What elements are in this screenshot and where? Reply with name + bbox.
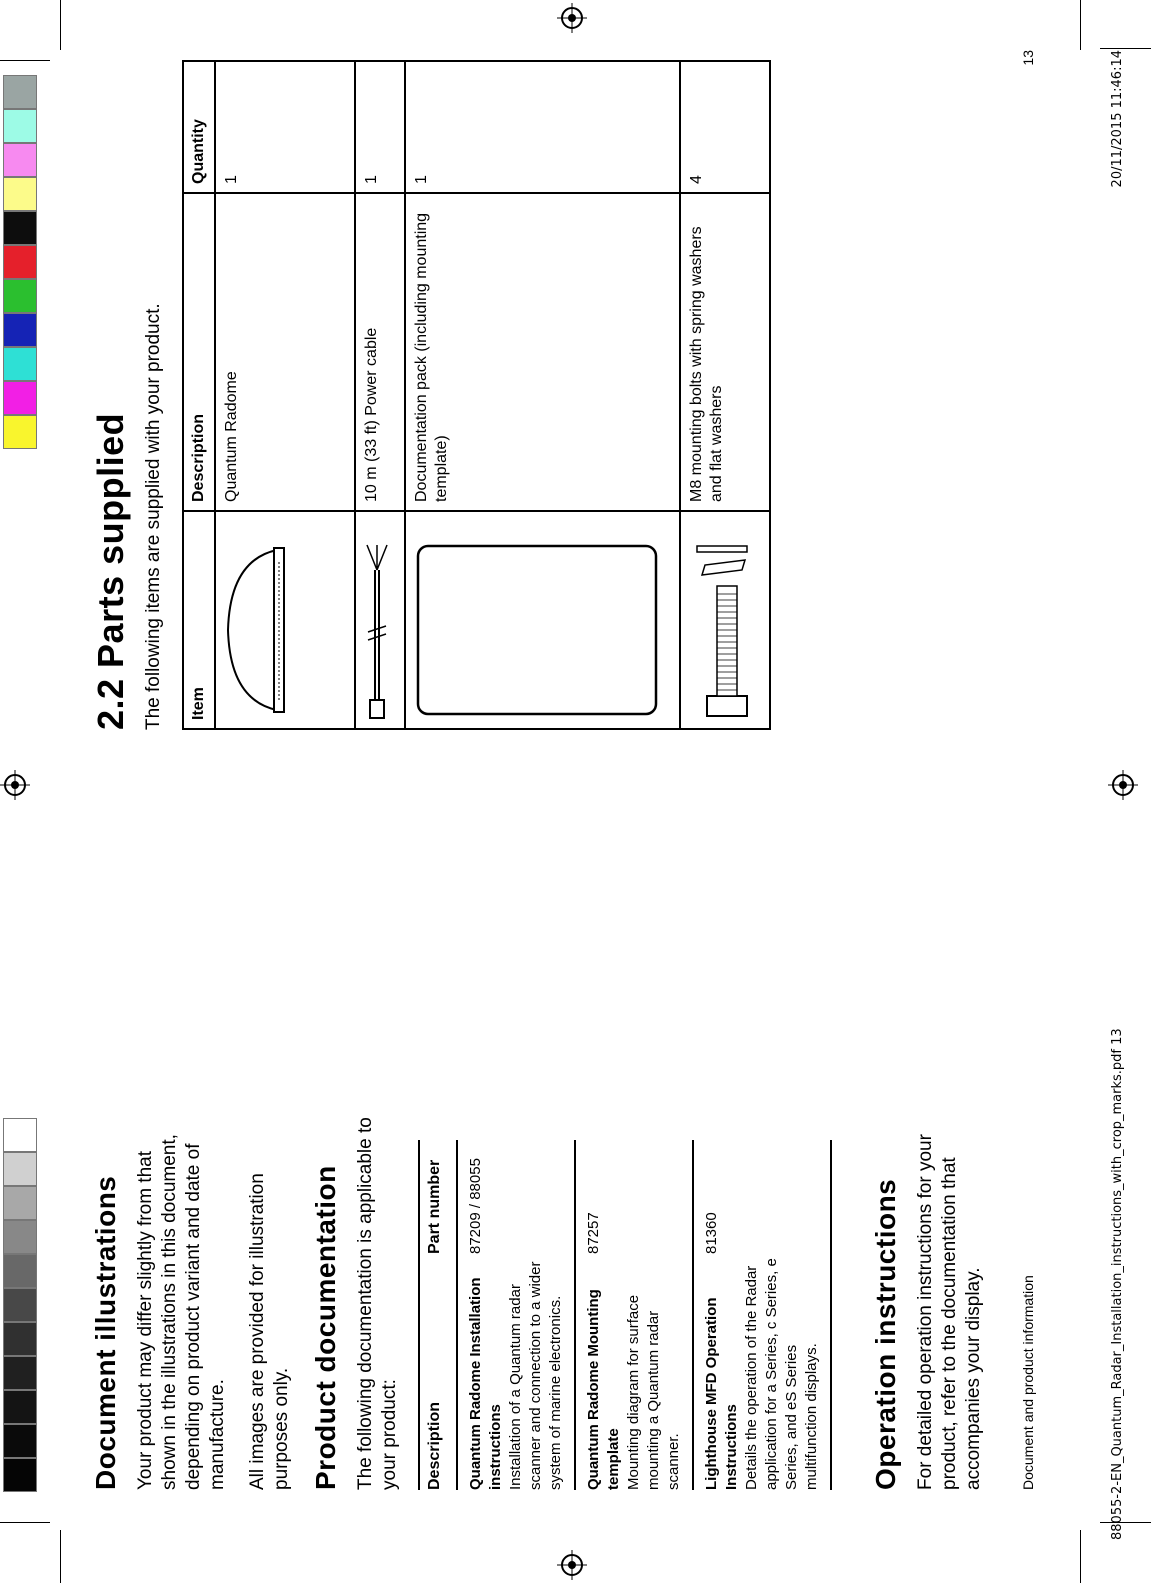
doc-illustrations-para2: All images are provided for illustration purposes only. — [247, 1173, 292, 1490]
file-timestamp: 20/11/2015 11:46:14 — [1110, 50, 1125, 188]
right-column — [90, 50, 771, 730]
table-row — [355, 61, 405, 729]
color-swatch — [3, 313, 37, 347]
gray-swatch — [3, 1220, 37, 1254]
doc-title: Quantum Radome Installation instructions — [467, 1277, 504, 1490]
page-number: 13 — [1020, 50, 1036, 66]
gray-swatch — [3, 1390, 37, 1424]
crop-mark — [1100, 1522, 1151, 1523]
part-description: Quantum Radome — [215, 193, 355, 511]
table-row — [680, 61, 770, 729]
gray-swatch — [3, 1254, 37, 1288]
left-column — [90, 1110, 1002, 1490]
documentation-pack-icon — [412, 540, 662, 720]
radome-icon — [222, 540, 292, 720]
gray-swatch — [3, 1288, 37, 1322]
part-quantity: 1 — [405, 61, 680, 193]
column-header: Quantity — [183, 61, 215, 193]
color-swatch — [3, 279, 37, 313]
table-row — [405, 61, 680, 729]
doc-illustrations-para1: Your product may differ slightly from that shown in the illustrations in this document, depending on product variant and date of manufacture. — [135, 1134, 228, 1490]
column-header: Description — [183, 193, 215, 511]
gray-swatch — [3, 1118, 37, 1152]
gray-swatch — [3, 1322, 37, 1356]
file-name: 88055-2-EN_Quantum_Radar_Installation_instructions_with_crop_marks.pdf 13 — [1110, 1028, 1125, 1540]
column-header: Part number — [419, 1140, 457, 1254]
registration-mark-icon — [557, 1550, 587, 1580]
doc-title: Quantum Radome Mounting template — [585, 1289, 622, 1490]
table-header-row — [419, 1140, 457, 1490]
color-swatch — [3, 347, 37, 381]
color-swatch — [3, 75, 37, 109]
doc-detail: Details the operation of the Radar application for a Series, c Series, e Series, and eS Series multifunction displays. — [743, 1258, 820, 1490]
color-swatch — [3, 177, 37, 211]
part-number: 87209 / 88055 — [457, 1140, 575, 1254]
crop-mark — [60, 1530, 61, 1583]
table-row — [575, 1140, 693, 1490]
product-documentation-heading: Product documentation — [310, 1165, 341, 1490]
doc-detail: Installation of a Quantum radar scanner and connection to a wider system of marine electronics. — [507, 1261, 564, 1490]
crop-mark — [1100, 48, 1151, 49]
doc-detail: Mounting diagram for surface mounting a Quantum radar scanner. — [625, 1294, 682, 1490]
product-documentation-table — [418, 1140, 832, 1490]
column-header: Item — [183, 511, 215, 729]
operation-instructions-para: For detailed operation instructions for your product, refer to the documentation that accompanies your display. — [915, 1134, 984, 1490]
table-row — [215, 61, 355, 729]
operation-instructions-heading: Operation instructions — [870, 1178, 901, 1490]
part-number: 81360 — [693, 1140, 831, 1254]
table-row — [457, 1140, 575, 1490]
part-description: Documentation pack (including mounting template) — [405, 193, 680, 511]
column-header: Description — [419, 1254, 457, 1490]
power-cable-icon — [362, 540, 392, 720]
gray-swatch — [3, 1458, 37, 1492]
gray-swatch — [3, 1186, 37, 1220]
color-swatch — [3, 211, 37, 245]
crop-mark — [0, 60, 50, 61]
color-swatch — [3, 415, 37, 449]
crop-mark — [0, 1522, 50, 1523]
part-description: 10 m (33 ft) Power cable — [355, 193, 405, 511]
crop-mark — [1080, 0, 1081, 50]
registration-mark-icon — [1108, 770, 1138, 800]
part-quantity: 1 — [355, 61, 405, 193]
crop-mark — [1080, 1530, 1081, 1583]
color-swatch — [3, 245, 37, 279]
rotated-page — [60, 10, 1125, 1540]
product-documentation-intro: The following documentation is applicable to your product: — [355, 1117, 400, 1490]
registration-mark-icon — [0, 770, 30, 800]
footer-section-title: Document and product information — [1020, 1275, 1036, 1490]
doc-illustrations-heading: Document illustrations — [90, 1175, 121, 1490]
parts-supplied-heading: 2.2 Parts supplied — [90, 412, 131, 730]
color-swatch — [3, 381, 37, 415]
color-swatch — [3, 143, 37, 177]
table-row — [693, 1140, 831, 1490]
table-header-row — [183, 61, 215, 729]
bolt-icon — [687, 540, 757, 720]
part-quantity: 1 — [215, 61, 355, 193]
gray-swatch — [3, 1424, 37, 1458]
part-description: M8 mounting bolts with spring washers and flat washers — [680, 193, 770, 511]
gray-swatch — [3, 1356, 37, 1390]
part-quantity: 4 — [680, 61, 770, 193]
part-number: 87257 — [575, 1140, 693, 1254]
color-swatch — [3, 109, 37, 143]
parts-supplied-table — [182, 60, 771, 730]
doc-title: Lighthouse MFD Operation Instructions — [703, 1297, 740, 1490]
parts-supplied-intro: The following items are supplied with your product. — [143, 303, 164, 730]
gray-swatch — [3, 1152, 37, 1186]
